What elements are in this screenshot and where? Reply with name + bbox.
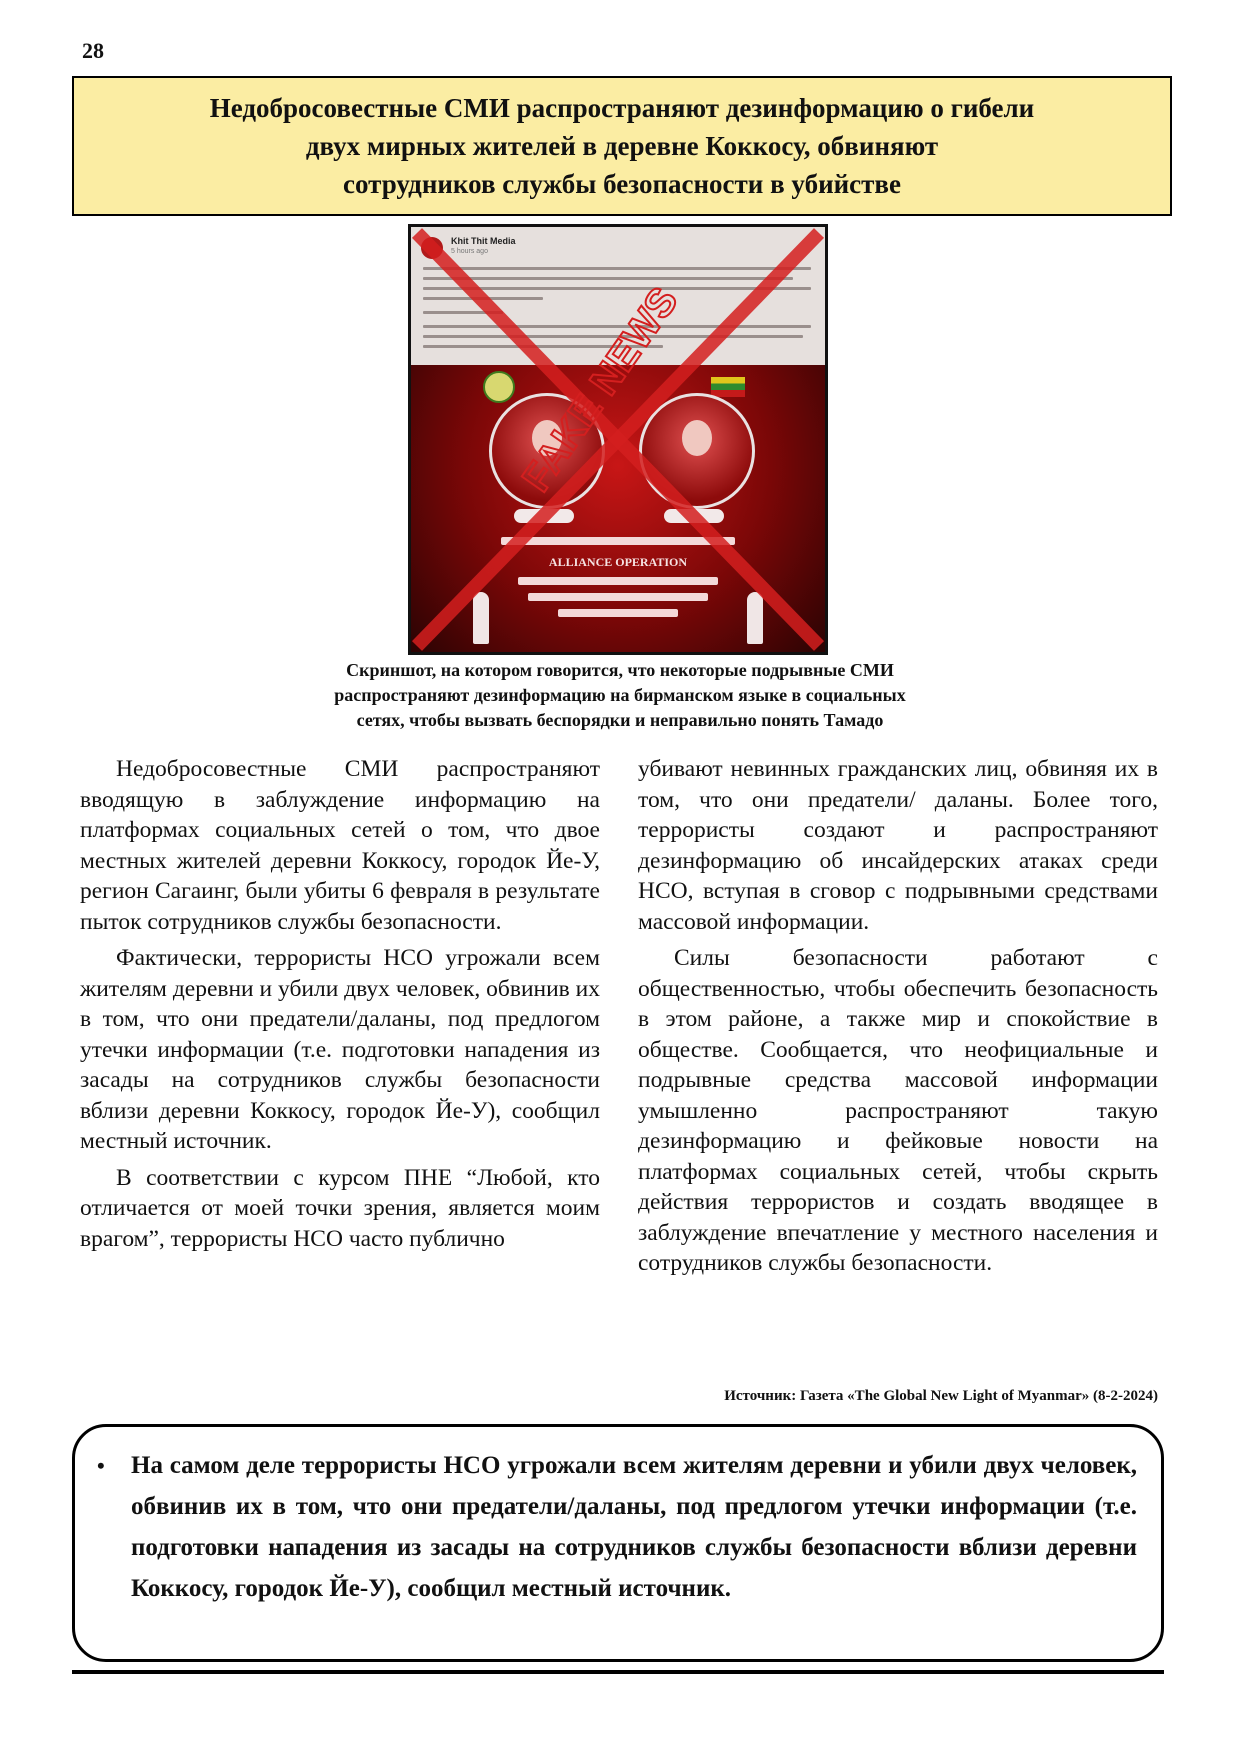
summary-note-box xyxy=(72,1424,1164,1662)
summary-item xyxy=(97,1445,1137,1609)
article-column-right xyxy=(638,754,1158,1285)
banner-heading: ALLIANCE OPERATION xyxy=(548,555,688,569)
caption-line: Скриншот, на котором говорится, что некоторые подрывные СМИ xyxy=(346,660,894,680)
source-citation: Источник: Газета «The Global New Light of Myanmar» (8-2-2024) xyxy=(724,1388,1158,1404)
title-line: Недобросовестные СМИ распространяют дезинформацию о гибели xyxy=(209,93,1035,123)
fake-news-screenshot xyxy=(408,224,828,655)
caption-line: сетях, чтобы вызвать беспорядки и неправильно понять Тамадо xyxy=(356,710,884,730)
fake-news-stamp xyxy=(411,227,825,652)
paragraph: Силы безопасности работают с общественностью, чтобы обеспечить безопасность в этом районе, а также мир и спокойствие в обществе. Сообщается, что неофициальные и подрывные средства массовой информации умышленно распространяют такую дезинформацию и фейковые новости на платформах социальных сетей, чтобы скрыть действия террористов и создать вводящее в заблуждение впечатление у местного населения и сотрудников службы безопасности. xyxy=(638,945,1158,1276)
summary-list xyxy=(97,1445,1137,1609)
paragraph: убивают невинных гражданских лиц, обвиняя их в том, что они предатели/ даланы. Более того, террористы создают и распространяют дезинформацию об инсайдерских атаках среди НСО, вступая в сговор с подрывными средствами массовой информации. xyxy=(638,756,1158,935)
post-time: 5 hours ago xyxy=(451,248,488,255)
figure-caption xyxy=(200,658,1040,733)
title-line: двух мирных жителей в деревне Коккосу, обвиняют xyxy=(305,131,939,161)
paragraph: В соответствии с курсом ПНЕ “Любой, кто отличается от моей точки зрения, является моим врагом”, террористы НСО часто публично xyxy=(80,1164,600,1252)
bullet-icon: • xyxy=(97,1453,105,1478)
caption-line: распространяют дезинформацию на бирманском языке в социальных xyxy=(334,685,906,705)
title-banner xyxy=(72,76,1172,216)
fake-news-text: FAKE NEWS xyxy=(514,279,687,500)
article-column-left xyxy=(80,754,600,1260)
page-number: 28 xyxy=(82,38,104,63)
title-line: сотрудников службы безопасности в убийстве xyxy=(342,169,901,199)
bottom-divider xyxy=(72,1670,1164,1674)
summary-text: На самом деле террористы НСО угрожали всем жителям деревни и убили двух человек, обвинив их в том, что они предатели/даланы, под предлогом утечки информации (т.е. подготовки нападения из засады на сотрудников службы безопасности вблизи деревни Коккосу, городок Йе-У), сообщил местный источник. xyxy=(131,1452,1137,1602)
paragraph: Фактически, террористы НСО угрожали всем жителям деревни и убили двух человек, обвинив их в том, что они предатели/даланы, под предлогом утечки информации (т.е. подготовки нападения из засады на сотрудников службы безопасности вблизи деревни Коккосу, городок Йе-У), сообщил местный источник. xyxy=(80,945,600,1154)
paragraph: Недобросовестные СМИ распространяют вводящую в заблуждение информацию на платформах социальных сетей о том, что двое местных жителей деревни Коккосу, городок Йе-У, регион Сагаинг, были убиты 6 февраля в результате пыток сотрудников службы безопасности. xyxy=(80,756,600,935)
page-title xyxy=(210,89,1034,203)
post-author: Khit Thit Media xyxy=(451,236,516,246)
